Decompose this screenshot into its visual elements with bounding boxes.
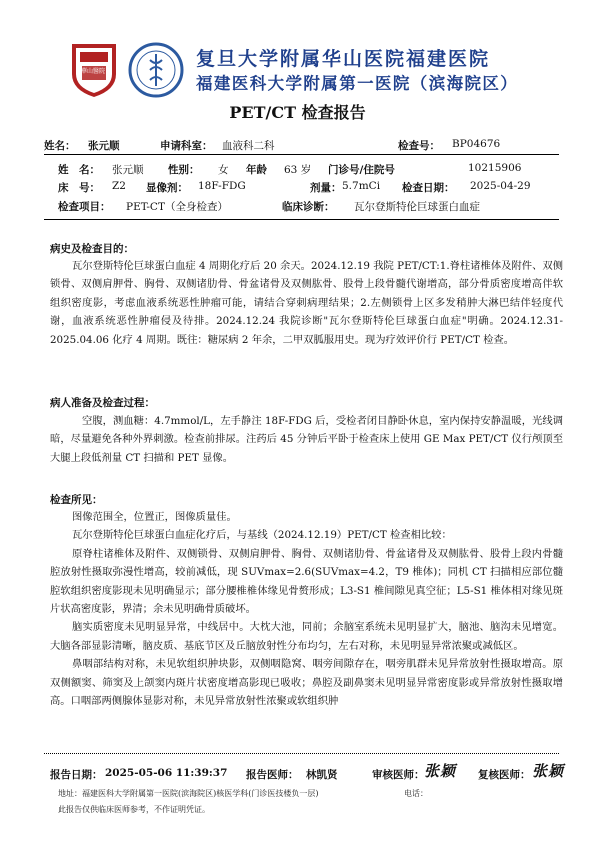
report-date-value: 2025-05-06 11:39:37 <box>105 767 228 779</box>
divider <box>44 154 559 155</box>
rereviewer-signature: 张颖 <box>532 762 565 780</box>
dose-value: 5.7mCi <box>342 180 381 192</box>
history-text: 瓦尔登斯特伦巨球蛋白血症 4 周期化疗后 20 余天。2024.12.19 我院 PET/CT:1.脊柱诸椎体及附件、双侧锁骨、双侧肩胛骨、胸骨、双侧诸肋骨、骨盆诸骨及双侧肱骨、股骨上段骨髓代谢增高，部分骨质密度增高伴软组织密度影，考虑血液系统恶性肿瘤可能，请结合穿刺病理结果；2.左侧锁骨上区多发稍肿大淋巴结伴轻度代谢，血液系统恶性肿瘤侵及待排。2024.12.24 我院诊断"瓦尔登斯特伦巨球蛋白血症"明确。2024.12.31-2025.04.06 化疗 4 周期。既往：糖尿病 2 年余，二甲双胍服用史。现为疗效评价行 PET/CT 检查。 <box>50 260 563 346</box>
clinical-dx-value: 瓦尔登斯特伦巨球蛋白血症 <box>354 201 480 213</box>
findings-p2: 瓦尔登斯特伦巨球蛋白血症化疗后，与基线（2024.12.19）PET/CT 检查相比较： <box>72 529 452 542</box>
clinical-dx-label: 临床诊断： <box>282 201 335 213</box>
findings-title: 检查所见： <box>50 494 103 506</box>
dept-label: 申请科室： <box>160 140 213 152</box>
bed-value: Z2 <box>112 180 126 192</box>
name-label: 姓名： <box>44 140 76 152</box>
dose-label: 剂量： <box>310 182 342 194</box>
bed-label: 床 号： <box>58 182 100 194</box>
name-value: 张元顺 <box>88 140 120 152</box>
history-section <box>50 257 563 349</box>
exam-no-label: 检查号： <box>398 140 440 152</box>
reviewer-label: 审核医师： <box>372 769 425 781</box>
physician-label: 报告医师： <box>246 769 299 781</box>
clinic-no-value: 10215906 <box>468 162 522 174</box>
exam-date-value: 2025-04-29 <box>470 180 531 192</box>
hospital-name-line1: 复旦大学附属华山医院福建医院 <box>196 48 491 70</box>
footer-divider <box>44 753 559 754</box>
exam-date-label: 检查日期： <box>402 182 455 194</box>
findings-p5: 鼻咽部结构对称，未见软组织肿块影，双侧咽隐窝、咽旁间隙存在，咽旁肌群未见异常放射性摄取增高。原双侧额窦、筛窦及上颌窦内斑片状密度增高影现已吸收；鼻腔及副鼻窦未见明显异常密度影或异常放射性摄取增高。口咽部两侧腺体显影对称，未见异常放射性浓聚或软组织肿 <box>50 658 563 708</box>
prep-section <box>50 412 563 467</box>
exam-item-value: PET-CT（全身检查） <box>126 201 228 213</box>
agent-value: 18F-FDG <box>198 180 246 192</box>
dept-value: 血液科二科 <box>222 140 275 152</box>
findings-p1: 图像范围全，位置正，图像质量佳。 <box>72 511 237 523</box>
findings-p4: 脑实质密度未见明显异常，中线居中。大枕大池，同前；余脑室系统未见明显扩大，脑池、脑沟未见增宽。大脑各部显影清晰，脑皮质、基底节区及丘脑放射性分布均匀，左右对称，未见明显异常浓聚或减低区。 <box>50 621 563 652</box>
divider <box>44 219 559 220</box>
physician-value: 林凯贤 <box>306 769 338 781</box>
agent-label: 显像剂： <box>146 182 188 194</box>
clinic-no-label: 门诊号/住院号 <box>328 164 395 176</box>
prep-text: 空腹，测血糖：4.7mmol/L，左手静注 18F-FDG 后，受检者闭目静卧休息，室内保持安静温暖，光线调暗，尽量避免各种外界刺激。检查前排尿。注药后 45 分钟后平卧于检查床上使用 GE Max PET/CT 仪行颅顶至大腿上段低剂量 CT 扫描和 PET 显像。 <box>50 415 563 464</box>
reviewer-signature: 张颖 <box>424 762 457 780</box>
report-date-label: 报告日期： <box>50 769 103 781</box>
sex-value: 女 <box>218 164 229 176</box>
huashan-logo-text: 華山醫院 <box>80 68 105 75</box>
exam-item-label: 检查项目： <box>58 201 111 213</box>
age-value: 63 岁 <box>284 164 312 176</box>
hospital-name-line2: 福建医科大学附属第一医院（滨海院区） <box>196 74 519 93</box>
address: 地址：福建医科大学附属第一医院(滨海院区)核医学科(门诊医技楼负一层) <box>58 789 319 798</box>
huashan-hospital-logo <box>64 40 124 100</box>
history-title: 病史及检查目的： <box>50 243 134 255</box>
prep-title: 病人准备及检查过程： <box>50 397 155 409</box>
info-name-value: 张元顺 <box>112 164 144 176</box>
sex-label: 性别： <box>168 164 200 176</box>
fjmu-logo <box>126 40 186 100</box>
age-label: 年龄 <box>246 164 267 176</box>
info-name-label: 姓 名： <box>58 164 100 176</box>
report-title: PET/CT 检查报告 <box>229 103 366 122</box>
findings-section <box>50 508 563 710</box>
findings-p3: 原脊柱诸椎体及附件、双侧锁骨、双侧肩胛骨、胸骨、双侧诸肋骨、骨盆诸骨及双侧肱骨、股骨上段内骨髓腔放射性摄取弥漫性增高，较前减低，现 SUVmax=2.6(SUVmax=4.2，T9 椎体)；同机 CT 扫描相应部位髓腔软组织密度影现未见明确显示；部分腰椎椎体缘见骨赘形成；L3-S1 椎间隙见真空征；L5-S1 椎体相对缘见斑片状高密度影，界清；余未见明确骨质破坏。 <box>50 547 563 616</box>
exam-no-value: BP04676 <box>452 138 501 150</box>
rereviewer-label: 复核医师： <box>478 769 531 781</box>
phone-label: 电话： <box>404 789 428 798</box>
disclaimer: 此报告仅供临床医师参考，不作证明凭证。 <box>58 805 210 814</box>
